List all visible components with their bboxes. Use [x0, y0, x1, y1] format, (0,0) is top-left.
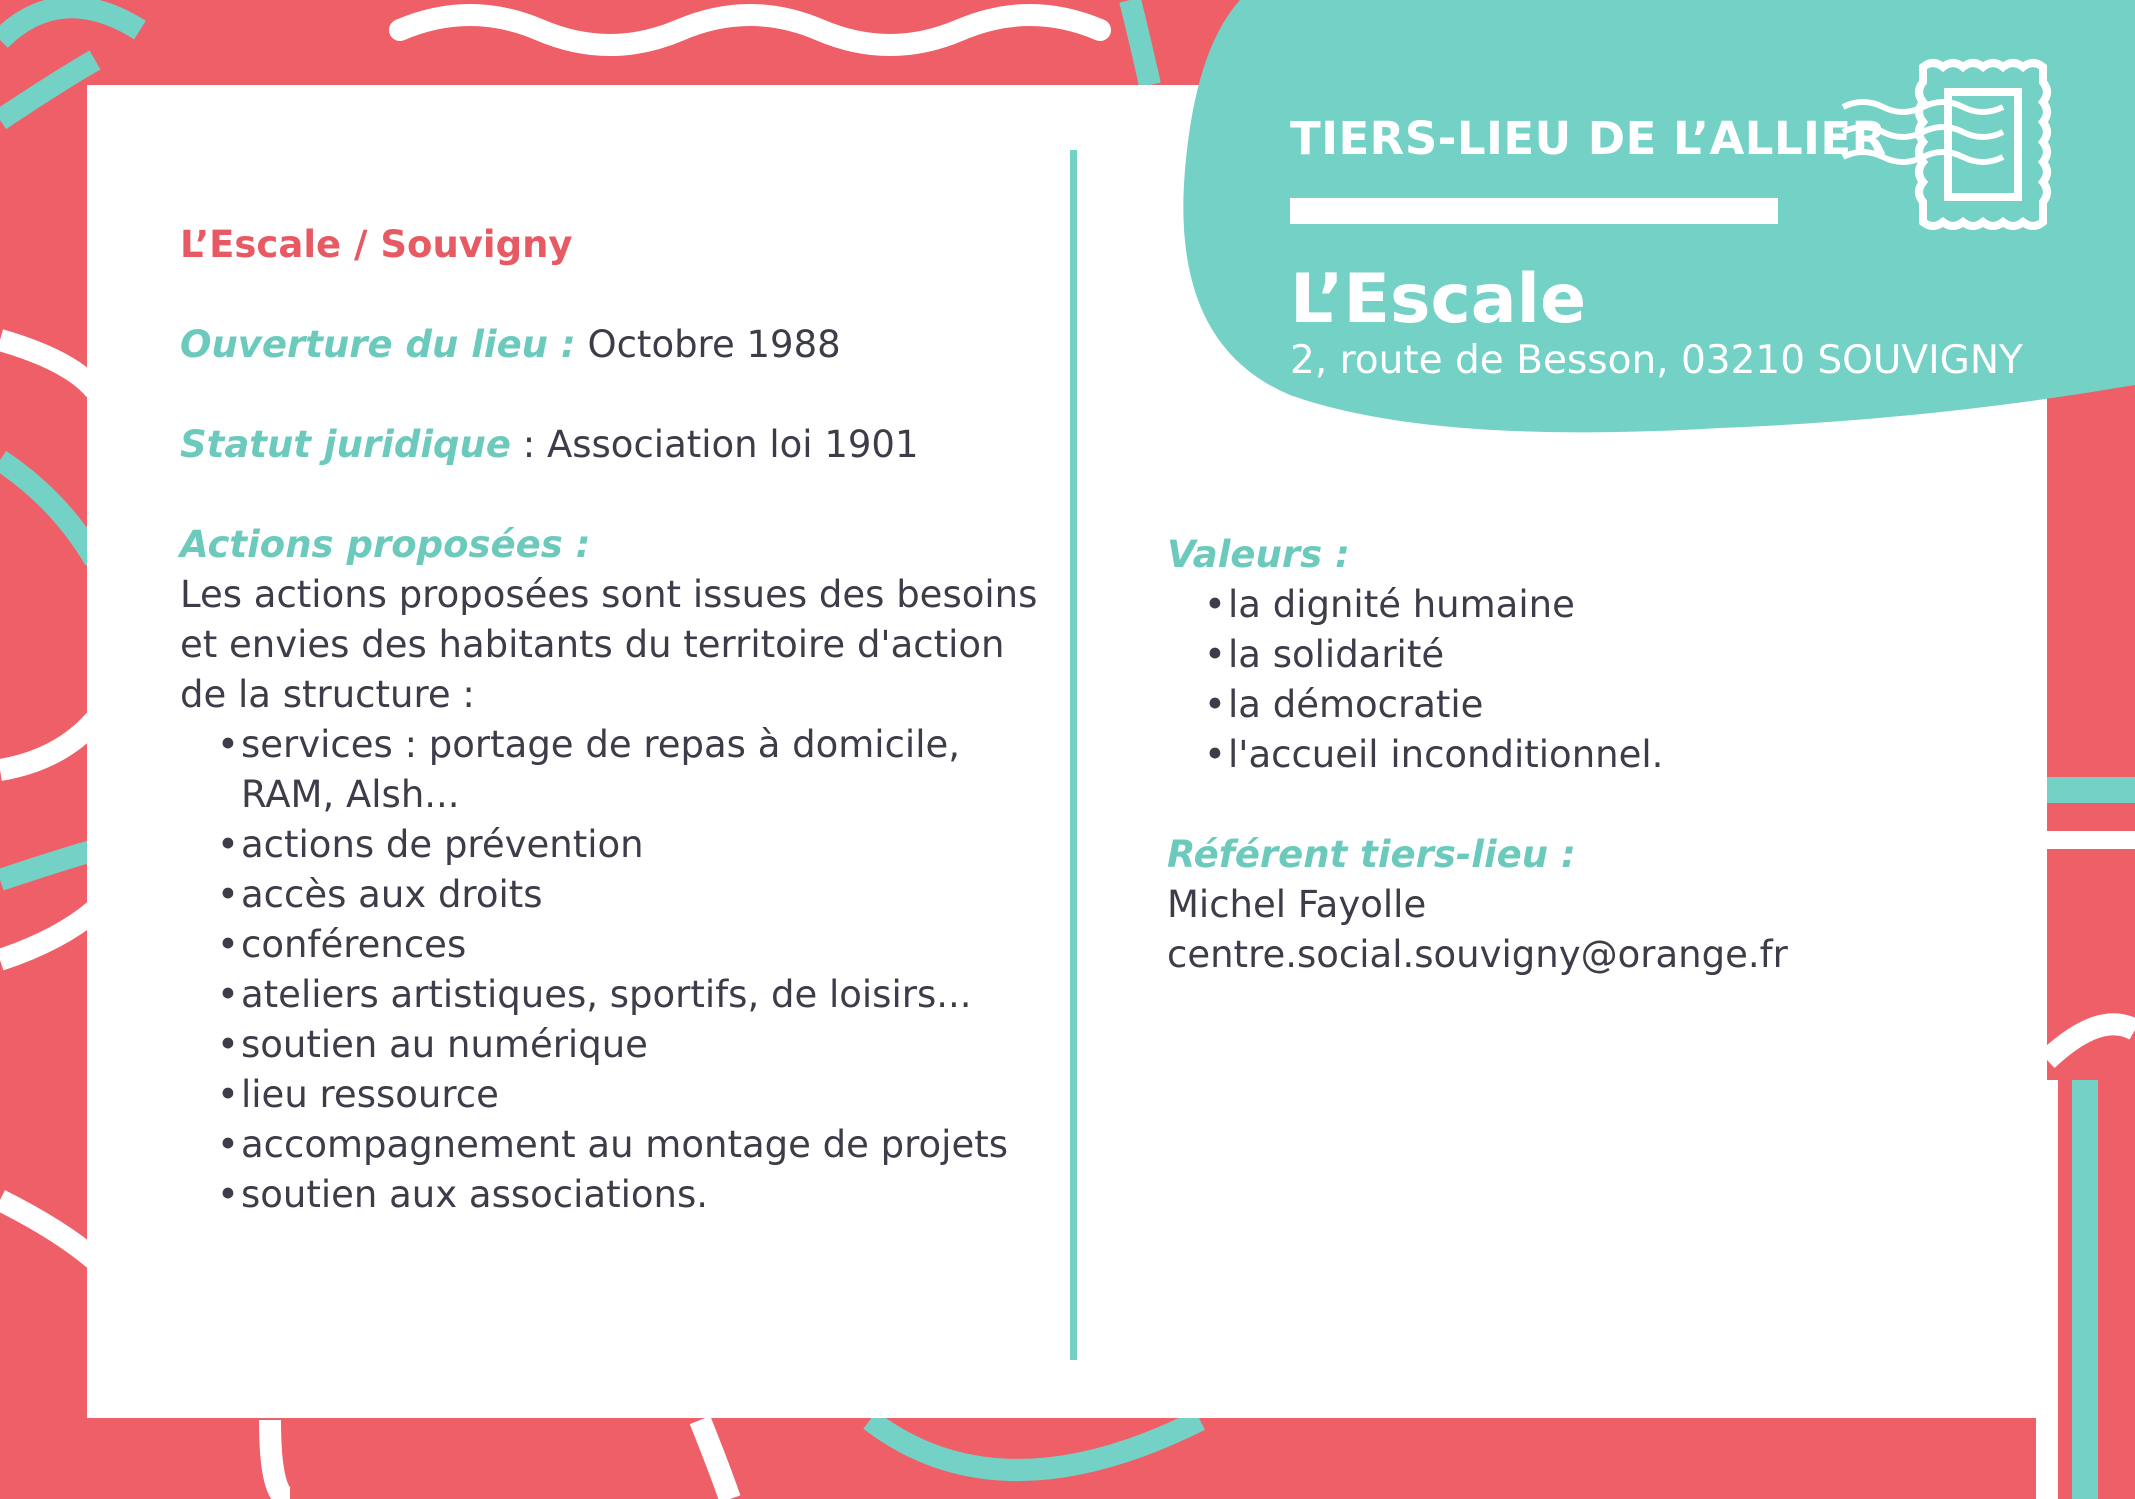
place-name: L’Escale: [1290, 260, 1587, 339]
list-item: • ateliers artistiques, sportifs, de loisirs...: [217, 970, 1040, 1020]
list-item: • services : portage de repas à domicile, RAM, Alsh...: [217, 720, 1040, 820]
place-address: 2, route de Besson, 03210 SOUVIGNY: [1290, 338, 2023, 383]
postage-stamp-icon: [1838, 57, 2068, 237]
actions-intro: Les actions proposées sont issues des besoins et envies des habitants du territoire d'action de la structure :: [180, 573, 1038, 716]
list-item: • soutien au numérique: [217, 1020, 1040, 1070]
opening-label: Ouverture du lieu :: [180, 323, 576, 366]
list-item: • accès aux droits: [217, 870, 1040, 920]
list-item: • la solidarité: [1204, 630, 1947, 680]
list-item: • lieu ressource: [217, 1070, 1040, 1120]
actions-label: Actions proposées :: [180, 523, 591, 566]
list-item: • la démocratie: [1204, 680, 1947, 730]
status-label: Statut juridique: [180, 423, 511, 466]
list-item: • l'accueil inconditionnel.: [1204, 730, 1947, 780]
referent-name: Michel Fayolle: [1167, 883, 1427, 926]
referent-label: Référent tiers-lieu :: [1167, 833, 1576, 876]
values-label: Valeurs :: [1167, 533, 1350, 576]
list-item: • actions de prévention: [217, 820, 1040, 870]
actions-list: [217, 720, 1040, 1220]
header-divider-bar: [1290, 198, 1778, 224]
vertical-divider: [1070, 150, 1077, 1360]
right-column: [1167, 530, 1947, 980]
values-list: [1204, 580, 1947, 780]
list-item: • la dignité humaine: [1204, 580, 1947, 630]
list-item: • accompagnement au montage de projets: [217, 1120, 1040, 1170]
referent-email[interactable]: centre.social.souvigny@orange.fr: [1167, 933, 1788, 976]
list-item: • soutien aux associations.: [217, 1170, 1040, 1220]
list-item: • conférences: [217, 920, 1040, 970]
location-title: L’Escale / Souvigny: [180, 223, 573, 266]
opening-value: Octobre 1988: [575, 323, 841, 366]
header-kicker: TIERS-LIEU DE L’ALLIER: [1290, 112, 1887, 165]
left-column: [180, 220, 1040, 1220]
opening-line: [180, 320, 1040, 370]
status-value: : Association loi 1901: [510, 423, 919, 466]
status-line: [180, 420, 1040, 470]
